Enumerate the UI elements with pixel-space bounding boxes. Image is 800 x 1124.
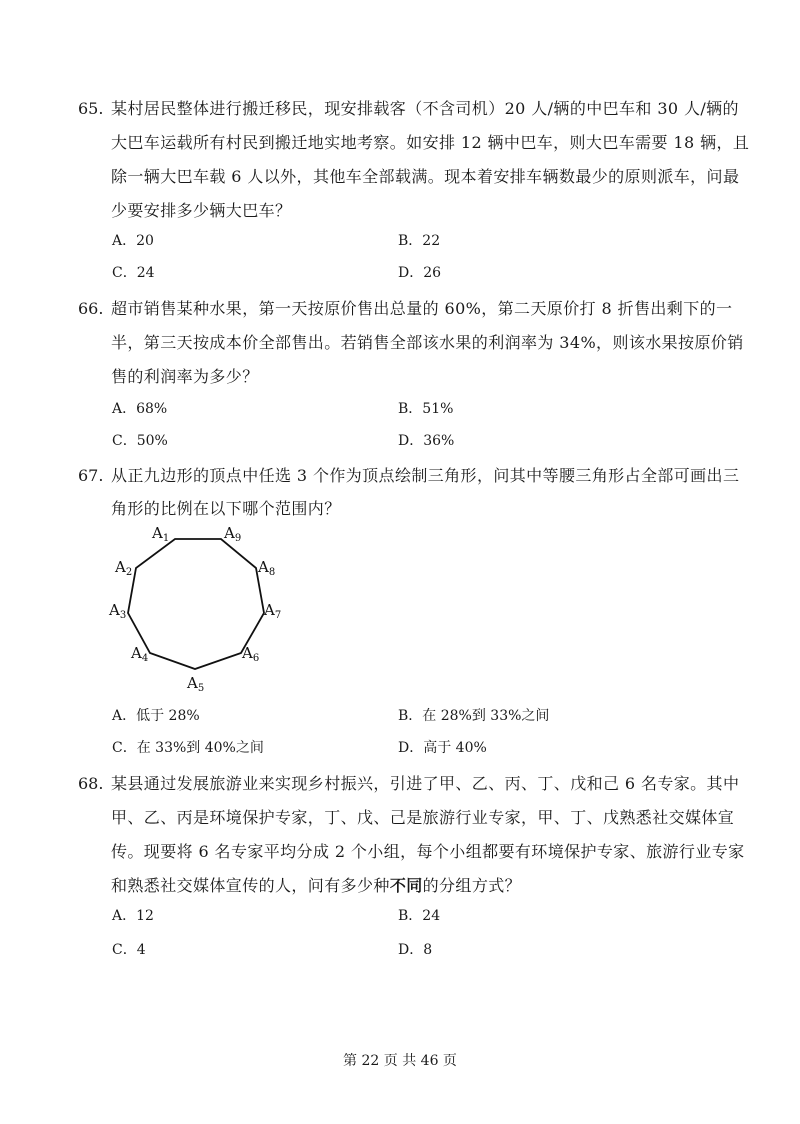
option-b: B．24 <box>398 908 441 924</box>
vertex-label-a6: $A_6$ <box>242 644 260 664</box>
vertex-label-a9: $A_9$ <box>224 524 242 544</box>
page-footer: 第 22 页 共 46 页 <box>343 1053 457 1069</box>
option-b: B．在 28%到 33%之间 <box>398 708 550 724</box>
vertex-label-a7: $A_7$ <box>264 601 282 621</box>
question-text-line: 超市销售某种水果，第一天按原价售出总量的 60%，第二天原价打 8 折售出剩下的一 <box>111 299 733 318</box>
question-text-line: 角形的比例在以下哪个范围内？ <box>111 499 341 518</box>
vertex-label-a8: $A_8$ <box>258 558 276 578</box>
question-text-line: 除一辆大巴车载 6 人以外，其他车全部载满。现本着安排车辆数最少的原则派车，问最 <box>111 167 740 186</box>
question-number: 65. <box>78 99 104 118</box>
option-a: A．68% <box>112 401 168 417</box>
question-text-line: 某县通过发展旅游业来实现乡村振兴，引进了甲、乙、丙、丁、戊和己 6 名专家。其中 <box>111 774 740 793</box>
option-c: C．50% <box>112 433 168 449</box>
option-d: D．8 <box>398 942 433 958</box>
vertex-label-a3: $A_3$ <box>109 601 127 621</box>
emphasis-text: 不同 <box>389 876 423 895</box>
option-d: D．高于 40% <box>398 740 487 756</box>
question-text-line: 少要安排多少辆大巴车？ <box>111 201 292 220</box>
option-c: C．在 33%到 40%之间 <box>112 740 264 756</box>
option-b: B．22 <box>398 233 441 249</box>
question-text-line <box>111 876 521 896</box>
text-segment: 的分组方式？ <box>422 876 522 895</box>
question-text-line: 甲、乙、丙是环境保护专家，丁、戊、己是旅游行业专家，甲、丁、戊熟悉社交媒体宣 <box>111 808 735 827</box>
option-d: D．36% <box>398 433 455 449</box>
vertex-label-a2: $A_2$ <box>115 558 133 578</box>
question-text-line: 某村居民整体进行搬迁移民，现安排载客（不含司机）20 人/辆的中巴车和 30 人/辆的 <box>111 99 739 118</box>
nonagon-figure <box>105 520 305 700</box>
vertex-label-a4: $A_4$ <box>131 644 149 664</box>
vertex-label-a1: $A_1$ <box>152 524 170 544</box>
question-number: 67. <box>78 466 104 485</box>
text-segment: 和熟悉社交媒体宣传的人，问有多少种 <box>111 876 390 895</box>
option-c: C．24 <box>112 265 155 281</box>
question-number: 66. <box>78 299 104 318</box>
option-d: D．26 <box>398 265 442 281</box>
question-text-line: 半，第三天按成本价全部售出。若销售全部该水果的利润率为 34%，则该水果按原价销 <box>111 333 744 352</box>
option-a: A．低于 28% <box>112 708 200 724</box>
question-text-line: 大巴车运载所有村民到搬迁地实地考察。如安排 12 辆中巴车，则大巴车需要 18 辆，且 <box>111 133 750 152</box>
option-c: C．4 <box>112 942 146 958</box>
option-a: A．20 <box>112 233 154 249</box>
question-text-line: 售的利润率为多少？ <box>111 367 259 386</box>
option-a: A．12 <box>112 908 154 924</box>
question-number: 68. <box>78 774 104 793</box>
question-text-line: 从正九边形的顶点中任选 3 个作为顶点绘制三角形，问其中等腰三角形占全部可画出三 <box>111 466 740 485</box>
option-b: B．51% <box>398 401 454 417</box>
vertex-label-a5: $A_5$ <box>187 674 205 694</box>
question-text-line: 传。现要将 6 名专家平均分成 2 个小组，每个小组都要有环境保护专家、旅游行业专家 <box>111 842 745 861</box>
